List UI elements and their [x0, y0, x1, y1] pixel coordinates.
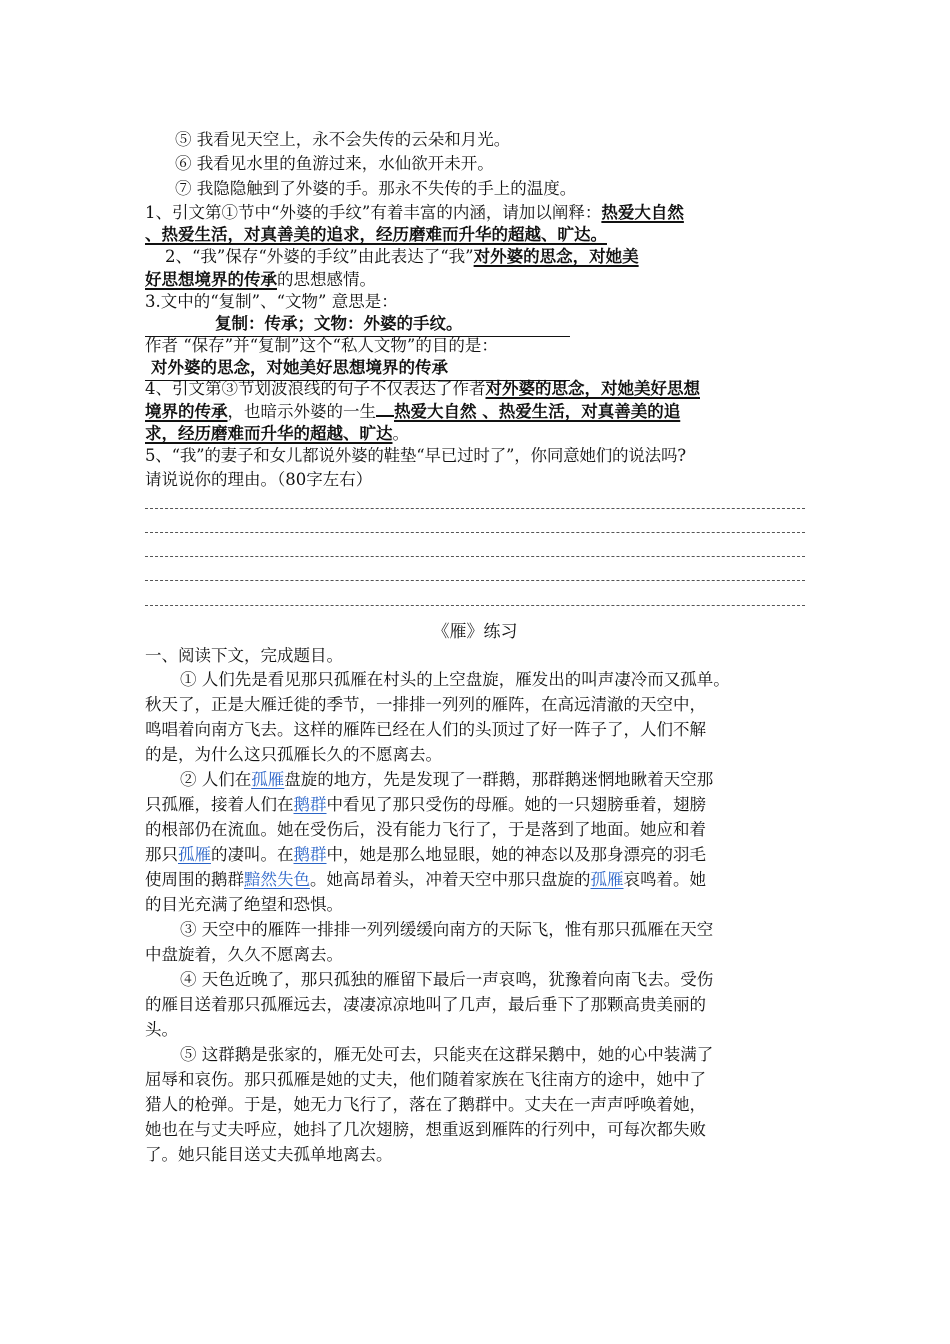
- question-3: 3.文中的“复制”、“文物” 意思是：: [145, 292, 398, 311]
- question-1-cont: [145, 223, 810, 247]
- question-4-answer-d: 求，经历磨难而升华的超越、旷达: [145, 424, 393, 443]
- answer-line-5: [145, 605, 805, 606]
- link-e-qun[interactable]: 鹅群: [293, 845, 327, 864]
- link-an-ran-shi-se[interactable]: 黯然失色: [244, 870, 310, 889]
- para5-line-4: 她也在与丈夫呼应，她抖了几次翅膀，想重返到雁阵的行列中，可每次都失败: [145, 1120, 706, 1139]
- question-4-answer-c: 热爱大自然 、热爱生活，对真善美的追: [394, 402, 681, 421]
- answer-line-2: [145, 532, 805, 533]
- question-4-answer-b: 境界的传承: [145, 402, 228, 421]
- poem-line-7: ⑦ 我隐隐触到了外婆的手。那永不失传的手上的温度。: [175, 179, 577, 198]
- answer-line-3: [145, 556, 805, 557]
- para2-text: 。她高昂着头，冲着天空中那只盘旋的: [310, 870, 591, 889]
- question-4-answer-a: 对外婆的思念，对她美好思想: [485, 379, 700, 398]
- para2-text: 那只: [145, 845, 178, 864]
- question-4-end: 。: [392, 424, 409, 443]
- para2-text: ② 人们在: [180, 770, 252, 789]
- para2-line-4: [145, 843, 810, 867]
- para2-line-6: 的目光充满了绝望和恐惧。: [145, 895, 343, 914]
- para5-line-2: 屈辱和哀伤。那只孤雁是她的丈夫，他们随着家族在飞往南方的途中，她中了: [145, 1070, 706, 1089]
- question-5: 5、“我”的妻子和女儿都说外婆的鞋垫“早已过时了”，你同意她们的说法吗?: [145, 446, 686, 465]
- link-gu-yan[interactable]: 孤雁: [178, 845, 211, 864]
- para4-line-3: 头。: [145, 1020, 178, 1039]
- question-1-prompt: 1、引文第①节中“外婆的手纹”有着丰富的内涵，请加以阐释：: [145, 203, 602, 222]
- para4-line-1: ④ 天色近晚了，那只孤独的雁留下最后一声哀鸣，犹豫着向南飞去。受伤: [180, 970, 714, 989]
- para2-text: 只孤雁，接着人们在: [145, 795, 294, 814]
- question-2-suffix: 的思想感情。: [277, 270, 376, 289]
- para4-line-2: 的雁目送着那只孤雁远去，凄凄凉凉地叫了几声，最后垂下了那颗高贵美丽的: [145, 995, 706, 1014]
- part-heading: 一、阅读下文，完成题目。: [145, 646, 343, 665]
- question-5-note: 请说说你的理由。（80字左右）: [145, 470, 373, 489]
- answer-line-4: [145, 580, 805, 581]
- link-e-qun[interactable]: 鹅群: [293, 795, 327, 814]
- para5-line-1: ⑤ 这群鹅是张家的，雁无处可去，只能夹在这群呆鹅中，她的心中装满了: [180, 1045, 714, 1064]
- para2-line-5: [145, 868, 810, 892]
- link-gu-yan[interactable]: 孤雁: [251, 770, 285, 789]
- para2-text: 的凄叫。在: [211, 845, 294, 864]
- question-3-purpose-answer: 对外婆的思念，对她美好思想境界的传承: [151, 358, 448, 377]
- para1-line-1: ① 人们先是看见那只孤雁在村头的上空盘旋，雁发出的叫声凄冷而又孤单。: [180, 670, 730, 689]
- question-4-prompt: 4、引文第③节划波浪线的句子不仅表达了作者: [145, 379, 486, 398]
- para1-line-3: 鸣唱着向南方飞去。这样的雁阵已经在人们的头顶过了好一阵子了，人们不解: [145, 720, 706, 739]
- question-2: [165, 245, 830, 269]
- question-2-answer-b: 好思想境界的传承: [145, 270, 277, 289]
- para2-text: 哀鸣着。她: [623, 870, 706, 889]
- question-1-answer-a: 热爱大自然: [601, 203, 684, 222]
- question-4: [145, 377, 810, 401]
- para2-text: 中，她是那么地显眼，她的神态以及那身漂亮的羽毛: [326, 845, 706, 864]
- poem-line-5: ⑤ 我看见天空上，永不会失传的云朵和月光。: [175, 130, 511, 149]
- para2-line-2: [145, 793, 810, 817]
- para2-text: 盘旋的地方，先是发现了一群鹅，那群鹅迷惘地瞅着天空那: [284, 770, 714, 789]
- para3-line-2: 中盘旋着，久久不愿离去。: [145, 945, 343, 964]
- question-4-cont2: [145, 422, 810, 446]
- para5-line-3: 猎人的枪弹。于是，她无力飞行了，落在了鹅群中。丈夫在一声声呼唤着她，: [145, 1095, 706, 1114]
- question-4-cont: [145, 400, 810, 424]
- question-1-answer-b: 、热爱生活，对真善美的追求，经历磨难而升华的超越、旷达。: [145, 225, 607, 244]
- para2-line-3: 的根部仍在流血。她在受伤后，没有能力飞行了，于是落到了地面。她应和着: [145, 820, 706, 839]
- para2-text: 中看见了那只受伤的母雁。她的一只翅膀垂着，翅膀: [326, 795, 706, 814]
- para1-line-4: 的是，为什么这只孤雁长久的不愿离去。: [145, 745, 442, 764]
- question-2-prompt: 2、“我”保存“外婆的手纹”由此表达了“我”: [165, 247, 474, 266]
- section-title: 《雁》练习: [432, 622, 518, 642]
- answer-line-1: [145, 508, 805, 509]
- para2-line-1: [180, 768, 845, 792]
- question-2-answer-a: 对外婆的思念，对她美: [473, 247, 639, 266]
- para1-line-2: 秋天了，正是大雁迁徙的季节，一排排一列列的雁阵，在高远清澈的天空中，: [145, 695, 706, 714]
- question-3-answer: 复制：传承；文物：外婆的手纹。: [215, 314, 463, 333]
- question-3-purpose: 作者 “保存”并“复制”这个“私人文物”的目的是：: [145, 336, 498, 355]
- question-4-mid: ，也暗示外婆的一生: [227, 402, 376, 421]
- question-1: [145, 201, 810, 225]
- para5-line-5: 了。她只能目送丈夫孤单地离去。: [145, 1145, 393, 1164]
- para3-line-1: ③ 天空中的雁阵一排排一列列缓缓向南方的天际飞，惟有那只孤雁在天空: [180, 920, 714, 939]
- link-gu-yan[interactable]: 孤雁: [590, 870, 624, 889]
- question-2-cont: [145, 268, 810, 292]
- para2-text: 使周围的鹅群: [145, 870, 244, 889]
- poem-line-6: ⑥ 我看见水里的鱼游过来，水仙欲开未开。: [175, 154, 494, 173]
